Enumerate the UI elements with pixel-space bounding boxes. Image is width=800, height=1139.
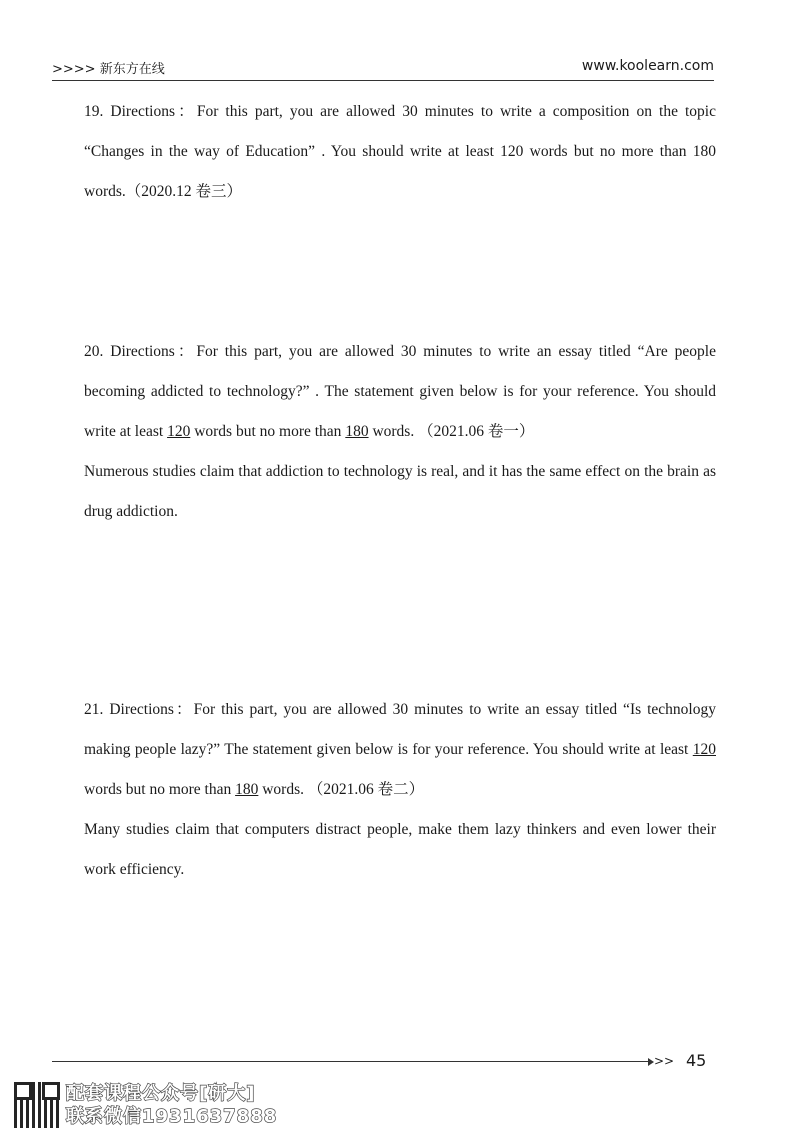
page-number: 45: [686, 1051, 707, 1070]
question-21: [84, 690, 716, 890]
question-19: [84, 92, 716, 212]
q21-max-words: 180: [235, 781, 259, 798]
watermark: [14, 1082, 314, 1130]
q20-max-words: 180: [345, 423, 369, 440]
watermark-line-2: 联系微信1931637888: [66, 1106, 278, 1127]
question-19-text: 19. Directions：For this part, you are allowed 30 minutes to write a composition on the topic “Changes in the way of Education” . You should write at least 120 words but no more than 180 words.（2020.12 卷三）: [84, 103, 716, 200]
header-brand: >>>> 新东方在线: [52, 62, 165, 77]
watermark-line-1: 配套课程公众号[研大]: [66, 1083, 256, 1104]
page-header: [52, 56, 714, 81]
header-url: www.koolearn.com: [581, 58, 714, 74]
q20-min-words: 120: [167, 423, 191, 440]
q21-min-words: 120: [692, 741, 716, 758]
q21-intro: 21. Directions：For this part, you are allowed 30 minutes to write an essay titled “Is technology making people lazy?” The statement given below is for your reference. You should write at least: [84, 701, 716, 758]
q20-mid: words but no more than: [190, 423, 346, 440]
q21-tail: words. （2021.06 卷二）: [258, 781, 425, 798]
question-20-directions: [84, 332, 716, 452]
footer-arrows: >>: [654, 1054, 675, 1068]
question-21-statement: Many studies claim that computers distract people, make them lazy thinkers and even lower their work efficiency.: [84, 821, 716, 878]
question-20: [84, 332, 716, 532]
qr-code-icon: [14, 1082, 60, 1128]
question-20-statement: Numerous studies claim that addiction to technology is real, and it has the same effect on the brain as drug addiction.: [84, 463, 716, 520]
footer-rule: [52, 1061, 652, 1062]
q20-intro: 20. Directions：For this part, you are allowed 30 minutes to write an essay titled “Are people becoming addicted to technology?” . The statement given below is for your reference. You should write at least: [84, 343, 716, 440]
q21-mid: words but no more than: [84, 781, 236, 798]
question-21-directions: [84, 690, 716, 810]
q20-tail: words. （2021.06 卷一）: [368, 423, 535, 440]
